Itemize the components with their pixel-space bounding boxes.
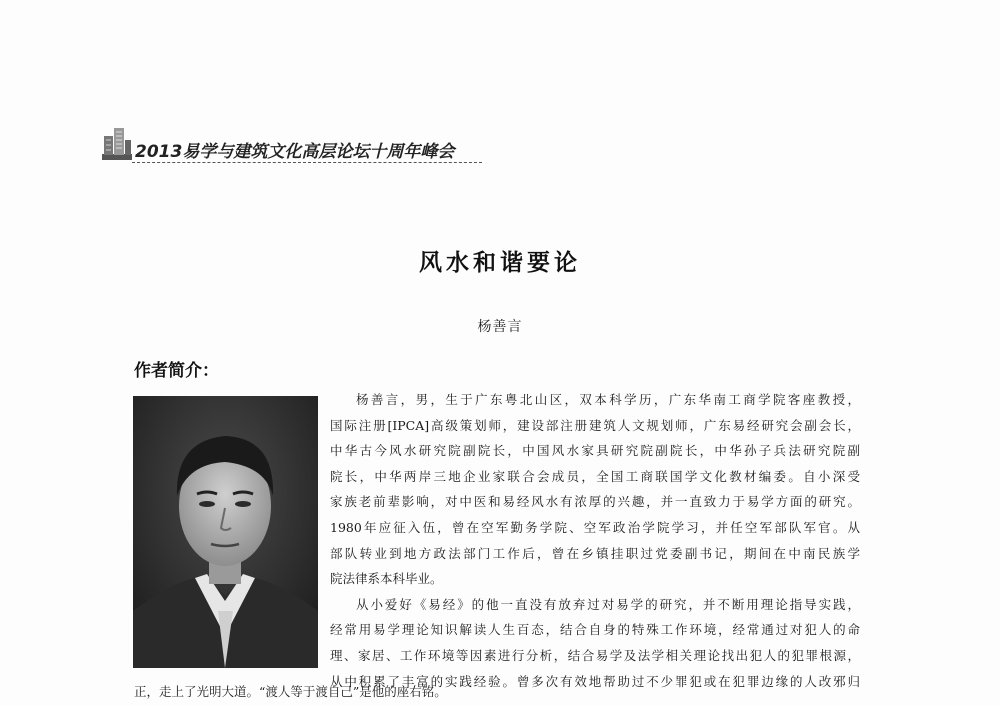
bio-line: 经常用易学理论知识解读人生百态，结合自身的特殊工作环境，经常通过对犯人的命 [330,622,860,638]
author-photo [133,396,318,668]
bio-line: 理、家居、工作环境等因素进行分析，结合易学及法学相关理论找出犯人的犯罪根源， [330,647,860,663]
bio-line: 中华古今风水研究院副院长，中国风水家具研究院副院长，中华孙子兵法研究院副 [330,443,860,459]
bio-line: 正，走上了光明大道。“渡人等于渡自己”是他的座右铭。 [134,684,447,699]
bio-line: 从中积累了丰富的实践经验。曾多次有效地帮助过不少罪犯或在犯罪边缘的人改邪归 [330,673,860,689]
bio-line: 院长，中华两岸三地企业家联合会成员，全国工商联国学文化教材编委。自小深受 [330,468,860,484]
bio-final-block [134,679,860,705]
bio-text-block [330,387,860,694]
bio-line: 1980年应征入伍，曾在空军勤务学院、空军政治学院学习，并任空军部队军官。从 [330,519,860,535]
bio-line: 从小爱好《易经》的他一直没有放弃过对易学的研究，并不断用理论指导实践， [356,596,860,612]
bio-line: 家族老前辈影响，对中医和易经风水有浓厚的兴趣，并一直致力于易学方面的研究。 [330,494,860,510]
portrait-illustration [133,396,318,668]
bio-line: 院法律系本科毕业。 [330,571,443,587]
section-label: 作者简介： [134,361,219,381]
author-name: 杨善言 [477,319,523,335]
header-title: 2013易学与建筑文化高层论坛十周年峰会 [135,142,455,162]
article-title: 风水和谐要论 [419,250,581,276]
header-divider [132,162,482,163]
bio-line: 部队转业到地方政法部门工作后，曾在乡镇挂职过党委副书记，期间在中南民族学 [330,545,860,561]
bio-line: 杨善言，男，生于广东粤北山区，双本科学历，广东华南工商学院客座教授， [356,392,860,407]
building-icon [100,126,134,162]
bio-line: 国际注册[IPCA]高级策划师，建设部注册建筑人文规划师，广东易经研究会副会长， [330,417,860,433]
header-banner [100,126,485,166]
